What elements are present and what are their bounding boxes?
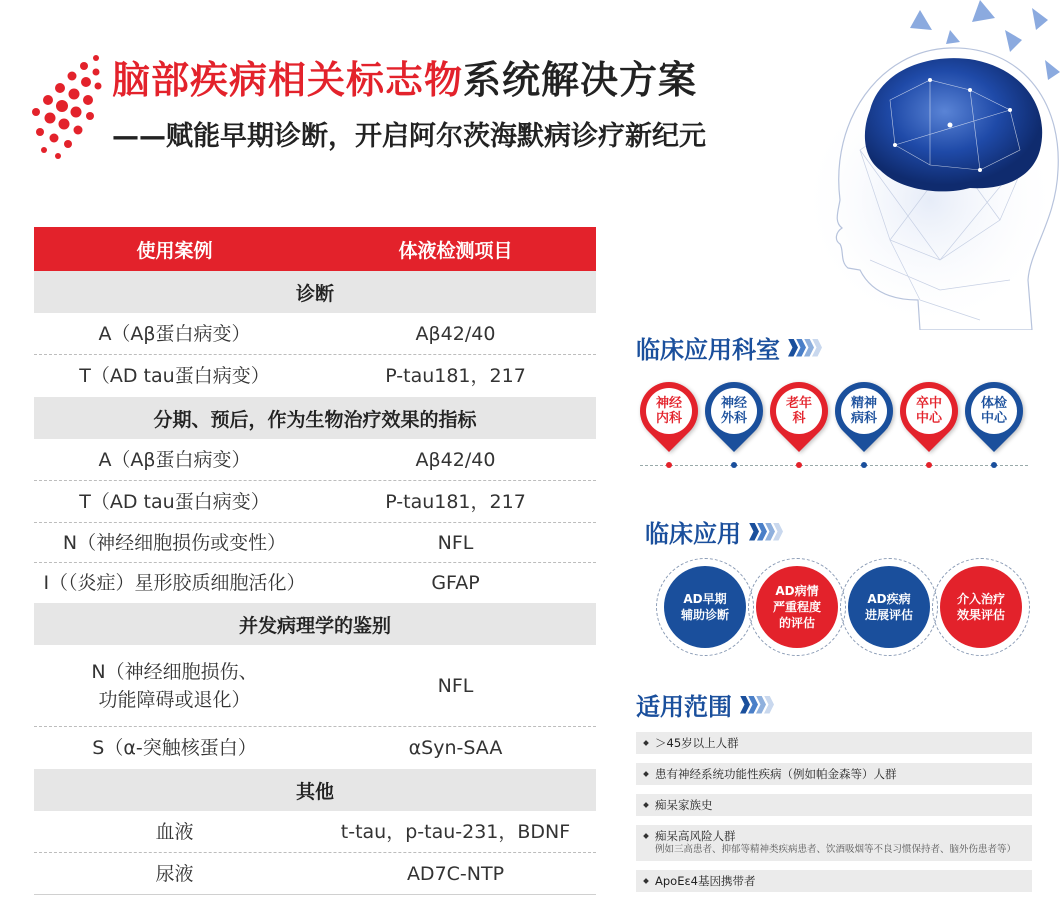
pins-baseline: [640, 465, 1028, 466]
row-item: Aβ42/40: [415, 322, 496, 345]
title-red-part: 脑部疾病相关标志物: [112, 58, 464, 102]
pin-label: 神经 内科: [655, 396, 682, 426]
applications-title: [645, 514, 781, 549]
map-pin-icon: [953, 370, 1035, 452]
diamond-bullet-icon: [643, 833, 649, 839]
table-row: [34, 811, 596, 853]
map-pin-icon: [823, 370, 905, 452]
application-circle: [848, 566, 930, 648]
pin-dot: [991, 462, 997, 468]
scope-list: [636, 732, 1032, 901]
applications-circles: [652, 558, 1028, 658]
row-case-line: 功能障碍或退化）: [98, 688, 251, 711]
row-item: Aβ42/40: [415, 448, 496, 471]
application-label: 介入治疗 效果评估: [956, 592, 1005, 622]
department-pin: [770, 382, 828, 440]
row-case: I（（炎症）星形胶质细胞活化）: [43, 572, 306, 594]
department-pin: [900, 382, 958, 440]
row-case: S（α-突触核蛋白）: [92, 737, 257, 759]
row-item: GFAP: [431, 572, 480, 594]
scope-title: [636, 687, 772, 722]
section-comorbidity: 并发病理学的鉴别: [34, 603, 596, 645]
biomarker-table: [34, 227, 596, 895]
page-subtitle: ——赋能早期诊断，开启阿尔茨海默病诊疗新纪元: [112, 121, 706, 152]
row-item: P-tau181，217: [385, 490, 526, 513]
diamond-bullet-icon: [643, 878, 649, 884]
table-row: [34, 563, 596, 603]
section-staging: 分期、预后，作为生物治疗效果的指标: [34, 397, 596, 439]
scope-text: 痴呆高风险人群: [655, 829, 736, 843]
scope-text: ＞45岁以上人群: [655, 736, 739, 750]
row-item: αSyn-SAA: [408, 737, 503, 759]
application-label: AD病情 严重程度 的评估: [772, 584, 821, 630]
row-case: N（神经细胞损伤或变性）: [62, 531, 287, 554]
row-case-line: N（神经细胞损伤、: [91, 660, 258, 683]
pin-label: 体检 中心: [980, 396, 1007, 426]
scope-title-text: 适用范围: [636, 693, 732, 721]
section-diagnosis: 诊断: [34, 271, 596, 313]
list-item: [636, 825, 1032, 861]
pin-label: 老年 科: [785, 396, 812, 426]
scope-text: 患有神经系统功能性疾病（例如帕金森等）人群: [655, 767, 897, 781]
pin-dot: [666, 462, 672, 468]
scope-note: 例如三高患者、抑郁等精神类疾病患者、饮酒吸烟等不良习惯保持者、脑外伤患者等）: [655, 844, 1017, 855]
section-other: 其他: [34, 769, 596, 811]
table-row: [34, 355, 596, 397]
row-case: 尿液: [155, 862, 194, 885]
pin-dot: [796, 462, 802, 468]
scope-text: 痴呆家族史: [655, 798, 713, 812]
title-black-part: 系统解决方案: [463, 58, 698, 102]
map-pin-icon: [888, 370, 970, 452]
row-item: P-tau181，217: [385, 365, 526, 387]
departments-pins: [636, 382, 1028, 472]
page-title: [112, 56, 697, 104]
pin-dot: [861, 462, 867, 468]
table-row: [34, 313, 596, 355]
row-case: 血液: [155, 820, 194, 843]
diamond-bullet-icon: [643, 740, 649, 746]
application-label: AD早期 辅助诊断: [680, 592, 729, 622]
table-row: [34, 481, 596, 523]
row-case: A（Aβ蛋白病变）: [98, 322, 251, 345]
list-item: [636, 870, 1032, 892]
table-row: [34, 523, 596, 563]
departments-title-text: 临床应用科室: [636, 336, 780, 364]
map-pin-icon: [628, 370, 710, 452]
diamond-bullet-icon: [643, 802, 649, 808]
chevrons-icon: [749, 523, 781, 541]
application-circle: [756, 566, 838, 648]
departments-title: [636, 330, 820, 365]
table-row: [34, 439, 596, 481]
dots-logo-icon: [26, 52, 104, 164]
department-pin: [640, 382, 698, 440]
application-circle: [664, 566, 746, 648]
application-circle: [940, 566, 1022, 648]
table-row: [34, 853, 596, 895]
map-pin-icon: [758, 370, 840, 452]
row-item: NFL: [437, 531, 474, 554]
pin-label: 神经 外科: [720, 396, 747, 426]
brain-head-illustration-icon: [800, 0, 1063, 330]
row-item: NFL: [437, 674, 474, 697]
row-case: T（AD tau蛋白病变）: [79, 490, 270, 513]
applications-title-text: 临床应用: [645, 520, 741, 548]
row-item: AD7C-NTP: [406, 862, 505, 885]
map-pin-icon: [693, 370, 775, 452]
department-pin: [835, 382, 893, 440]
list-item: [636, 763, 1032, 785]
chevrons-icon: [788, 339, 820, 357]
department-pin: [705, 382, 763, 440]
table-row: [34, 727, 596, 769]
pin-label: 精神 病科: [850, 396, 877, 426]
table-header: [34, 227, 596, 271]
department-pin: [965, 382, 1023, 440]
list-item: [636, 732, 1032, 754]
row-item: t-tau，p-tau-231，BDNF: [340, 820, 571, 843]
list-item: [636, 794, 1032, 816]
chevrons-icon: [740, 696, 772, 714]
row-case: [34, 658, 315, 714]
pin-label: 卒中 中心: [915, 396, 942, 426]
scope-text: ApoEε4基因携带者: [655, 874, 756, 888]
diamond-bullet-icon: [643, 771, 649, 777]
row-case: T（AD tau蛋白病变）: [79, 365, 270, 387]
pin-dot: [926, 462, 932, 468]
application-label: AD疾病 进展评估: [864, 592, 913, 622]
row-case: A（Aβ蛋白病变）: [98, 448, 251, 471]
header-use-case: 使用案例: [136, 239, 213, 262]
table-row: [34, 645, 596, 727]
pin-dot: [731, 462, 737, 468]
header-test-item: 体液检测项目: [398, 239, 513, 262]
